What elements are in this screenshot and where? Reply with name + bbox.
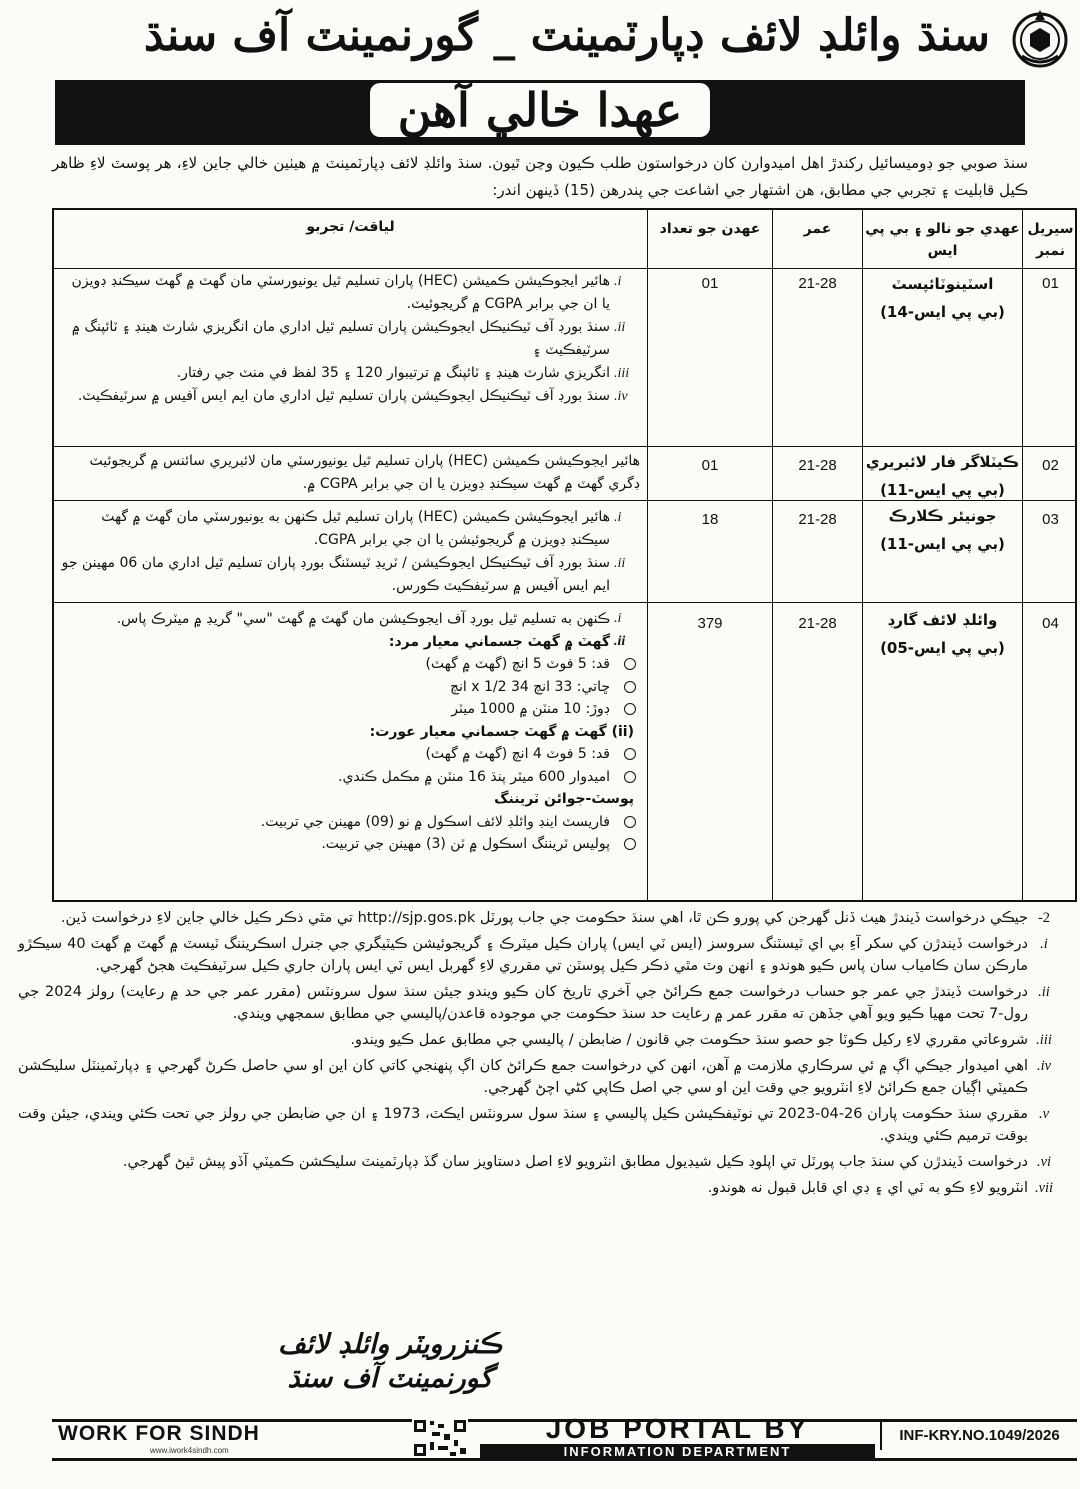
row-divider <box>54 602 1075 603</box>
brand-name: WORK FOR SINDH <box>58 1422 260 1445</box>
row1-serial: 01 <box>1042 275 1059 292</box>
instructions <box>18 907 1058 1203</box>
instruction-item: iv. اهي اميدوار جيڪي اڳ ۾ ئي سرڪاري ملازمت ۾ آهن، انهن کي درخواست جمع ڪرائڻ کان اڳ پنهنجي کاتي کان اين او سي حاصل ڪرڻ گهرجي ۽ ڊپارٽمينٽل سليڪشن ڪميٽي اڳيان جمع ڪرائڻ لاءِ انٽرويو جي وقت اين او سي جي اصل ڪاپي کڻي اچڻ گهرجي. <box>18 1058 1052 1096</box>
government-emblem-icon <box>1008 6 1072 70</box>
standard-item: قد: 5 فوٽ 4 انچ (گهٽ ۾ گهٽ) <box>60 743 640 766</box>
instruction-item: ii. درخواست ڏيندڙ جي عمر جو حساب درخواست جمع ڪرائڻ جي آخري تاريخ کان ڪيو ويندو جيئن سنڌ سول سرونٽس (مقرر عمر جي حد ۾ رعايت) رولز 2024 جي رول-7 تحت مهيا ڪيو ويو آهي جڏهن ته مقرر عمر ۾ رعايت حد سنڌ حڪومت جي موجوده قاعدن/پاليسي جي مطابق سمجهي ويندي. <box>18 984 1050 1022</box>
intro-paragraph: سنڌ صوبي جو ڊوميسائيل رکندڙ اهل اميدوارن کان درخواستون طلب ڪيون وڃن ٿيون. سنڌ وائلڊ لائف ڊپارٽمينٽ ۾ هيٺين خالي جاين لاءِ، هر پوسٽ لاءِ ظاهر ڪيل قابليت ۽ تجربي جي مطابق، هن اشتهار جي اشاعت جي پندرهن (15) ڏينهن اندر: <box>52 154 1028 199</box>
qualification-item: i. ڪنهن به تسليم ٿيل بورڊ آف ايجوڪيشن مان گهٽ ۾ گهٽ "سي" گريڊ ۾ ميٽرڪ پاس. <box>116 611 622 627</box>
post-bps: (بي پي ايس-05) <box>880 639 1005 657</box>
header-serial: سيريل نمبر <box>1027 221 1074 259</box>
portal-title: JOB PORTAL BY <box>545 1413 810 1444</box>
qualification-item: iii. انگريزي شارٽ هينڊ ۽ ٽائپنگ ۾ ترتيبوار 120 ۽ 35 لفظ في منٽ جي رفتار. <box>176 365 630 381</box>
standard-item: قد: 5 فوٽ 5 انچ (گهٽ ۾ گهٽ) <box>60 653 640 676</box>
post-bps: (بي پي ايس-11) <box>880 481 1005 499</box>
row2-count: 01 <box>701 457 719 474</box>
signature-line-1: ڪنزرويٽر وائلڊ لائف <box>278 1329 502 1360</box>
post-bps: (بي پي ايس-11) <box>880 535 1005 553</box>
instruction-item: vi. درخواست ڏيندڙن کي سنڌ جاب پورٽل تي اپلوڊ ڪيل شيڊيول مطابق انٽرويو لاءِ اصل دستاويز سان گڏ ڊپارٽمينٽ سليڪشن ڪميٽي آڏو پيش ٿيڻ گهرجي. <box>122 1154 1052 1170</box>
banner-title: عهدا خالي آهن <box>370 83 710 137</box>
training-item: پوليس ٽريننگ اسڪول ۾ ٽن (3) مهينن جي تربيت. <box>60 833 640 856</box>
row3-qualifications <box>60 506 640 598</box>
standard-item: ڊوڙ: 10 منٽن ۾ 1000 ميٽر <box>60 698 640 721</box>
post-title: اسٽينوٽائپسٽ <box>891 275 994 293</box>
header <box>0 0 1080 75</box>
signature-line-2: گورنمينٽ آف سنڌ <box>287 1363 493 1394</box>
row1-post <box>865 270 1020 326</box>
post-title: وائلڊ لائف گارڊ <box>887 611 998 629</box>
portal-subtitle: INFORMATION DEPARTMENT <box>480 1444 875 1460</box>
column-divider <box>862 210 863 900</box>
header-post: عهدي جو نالو ۽ بي پي ايس <box>865 221 1020 259</box>
header-age: عمر <box>803 221 832 237</box>
header-count: عهدن جو تعداد <box>659 221 761 237</box>
male-standards-heading: ii. گهٽ ۾ گهٽ جسماني معيار مرد: <box>388 633 626 650</box>
row4-qualifications <box>60 608 640 856</box>
row1-count: 01 <box>701 275 719 292</box>
row4-age: 21-28 <box>798 615 837 632</box>
vacancy-table <box>52 208 1077 902</box>
row-divider <box>54 268 1075 269</box>
row4-serial: 04 <box>1042 615 1059 632</box>
column-divider <box>772 210 773 900</box>
row2-serial: 02 <box>1042 457 1059 474</box>
instruction-item: iii. شروعاتي مقرري لاءِ رکيل ڪوٽا جو حصو سنڌ حڪومت جي قانون / ضابطن / پاليسي جي مطابق عمل ڪيو ويندو. <box>350 1032 1052 1048</box>
post-bps: (بي پي ايس-14) <box>880 303 1005 321</box>
row1-qualifications <box>60 270 640 408</box>
instruction-item: v. مقرري سنڌ حڪومت پاران 26-04-2023 تي نوٽيفڪيشن ڪيل پاليسي ۽ سنڌ سول سرونٽس ايڪٽ، 1973 ۽ ان جي ضابطن جي رولز جي تحت ڪئي ويندي، جيئن وقت بوقت ترميم ڪئي ويندي. <box>18 1106 1050 1144</box>
qualification-item: ii. سنڌ بورڊ آف ٽيڪنيڪل ايجوڪيشن / ٽريڊ ٽيسٽنگ بورڊ پاران تسليم ٿيل اداري مان 06 مهينن جو ايم ايس آفيس ۾ سرٽيفڪيٽ ڪورس. <box>61 555 626 594</box>
standard-item: ڇاتي: 33 انچ x 1/2 34 انچ <box>60 676 640 699</box>
header-qualification: لياقت/ تجربو <box>306 219 395 235</box>
qualification-item: iv. سنڌ بورڊ آف ٽيڪنيڪل ايجوڪيشن پاران تسليم ٿيل اداري مان ايم ايس آفيس ۾ سرٽيفڪيٽ. <box>77 388 628 404</box>
column-divider <box>1022 210 1023 900</box>
standard-item: اميدوار 600 ميٽر پنڌ 16 منٽن ۾ مڪمل ڪندي. <box>60 766 640 789</box>
row3-age: 21-28 <box>798 511 837 528</box>
qualification-item: هائير ايجوڪيشن ڪميشن (HEC) پاران تسليم ٿيل يونيورسٽي مان لائبريري سائنس ۾ گريجوئيٽ ڊگري گهٽ ۾ گهٽ سيڪنڊ ڊويزن يا ان جي برابر CGPA ۾. <box>89 453 640 492</box>
brand-url: www.iwork4sindh.com <box>150 1446 229 1455</box>
row3-serial: 03 <box>1042 511 1059 528</box>
qualification-item: ii. سنڌ بورڊ آف ٽيڪنيڪل ايجوڪيشن پاران تسليم ٿيل اداري مان انگريزي شارٽ هينڊ ۽ ٽائپنگ ۾ سرٽيفڪيٽ ۽ <box>71 319 626 358</box>
row4-count: 379 <box>697 615 723 632</box>
training-item: فاريسٽ اينڊ وائلڊ لائف اسڪول ۾ نو (09) مهينن جي تربيت. <box>60 811 640 834</box>
instruction-item: vii. انٽرويو لاءِ ڪو به ٽي اي ۽ ڊي اي قابل قبول نه هوندو. <box>707 1180 1054 1196</box>
row-divider <box>54 446 1075 447</box>
row3-post <box>865 502 1020 558</box>
footer <box>0 1413 1080 1489</box>
instruction-item: 2- جيڪي درخواست ڏيندڙ هيٺ ڏنل گهرجن کي پورو ڪن ٿا، اهي سنڌ حڪومت جي جاب پورٽل http://sjp.gos.pk تي مٿي ذڪر ڪيل خالي جاين لاءِ درخواست ڏين. <box>60 910 1051 926</box>
vacancies-banner <box>55 80 1025 145</box>
female-standards-heading: (ii) گهٽ ۾ گهٽ جسماني معيار عورت: <box>369 723 634 740</box>
row1-age: 21-28 <box>798 275 837 292</box>
column-divider <box>647 210 648 900</box>
department-title: سنڌ وائلڊ لائف ڊپارٽمينٽ _ گورنمينٽ آف سنڌ <box>143 10 990 61</box>
qualification-item: i. هائير ايجوڪيشن ڪميشن (HEC) پاران تسليم ٿيل ڪنهن به يونيورسٽي مان گهٽ ۾ گهٽ سيڪنڊ ڊويزن ۾ گريجوئيشن يا ان جي برابر CGPA. <box>101 509 622 548</box>
row2-qualifications <box>60 450 640 496</box>
qualification-item: i. هائير ايجوڪيشن ڪميشن (HEC) پاران تسليم ٿيل يونيورسٽي مان گهٽ ۾ گهٽ سيڪنڊ ڊويزن يا ان جي برابر CGPA ۾ گريجوئيٽ. <box>71 273 622 312</box>
training-heading: پوسٽ-جوائن ٽريننگ <box>494 791 634 807</box>
reference-number: INF-KRY.NO.1049/2026 <box>880 1422 1077 1450</box>
post-title: ڪيٽلاگر فار لائبريري <box>865 453 1020 471</box>
row3-count: 18 <box>701 511 719 528</box>
row2-age: 21-28 <box>798 457 837 474</box>
row2-post <box>865 448 1020 504</box>
post-title: جونيئر ڪلارڪ <box>888 507 997 525</box>
qr-code-icon <box>412 1418 468 1458</box>
row4-post <box>865 606 1020 662</box>
signature-block <box>230 1328 550 1396</box>
instruction-item: i. درخواست ڏيندڙن کي سکر آءِ بي اي ٽيسٽنگ سروسز (ايس ٽي ايس) پاران ڪيل ميٽرڪ ۽ گريجوئيشن ڪيٽيگري جي جنرل اسڪريننگ ٽيسٽ ۾ گهٽ ۾ گهٽ 40 سيڪڙو مارڪن سان ڪامياب سان پاس ڪيو هوندو ۽ انهن وٽ مٿي ذڪر ڪيل پوسٽن تي مقرري لاءِ گهربل ايس ٽي ايس پاران جاري ڪيل سرٽيفڪيٽ هجڻ گهرجي. <box>18 936 1048 974</box>
